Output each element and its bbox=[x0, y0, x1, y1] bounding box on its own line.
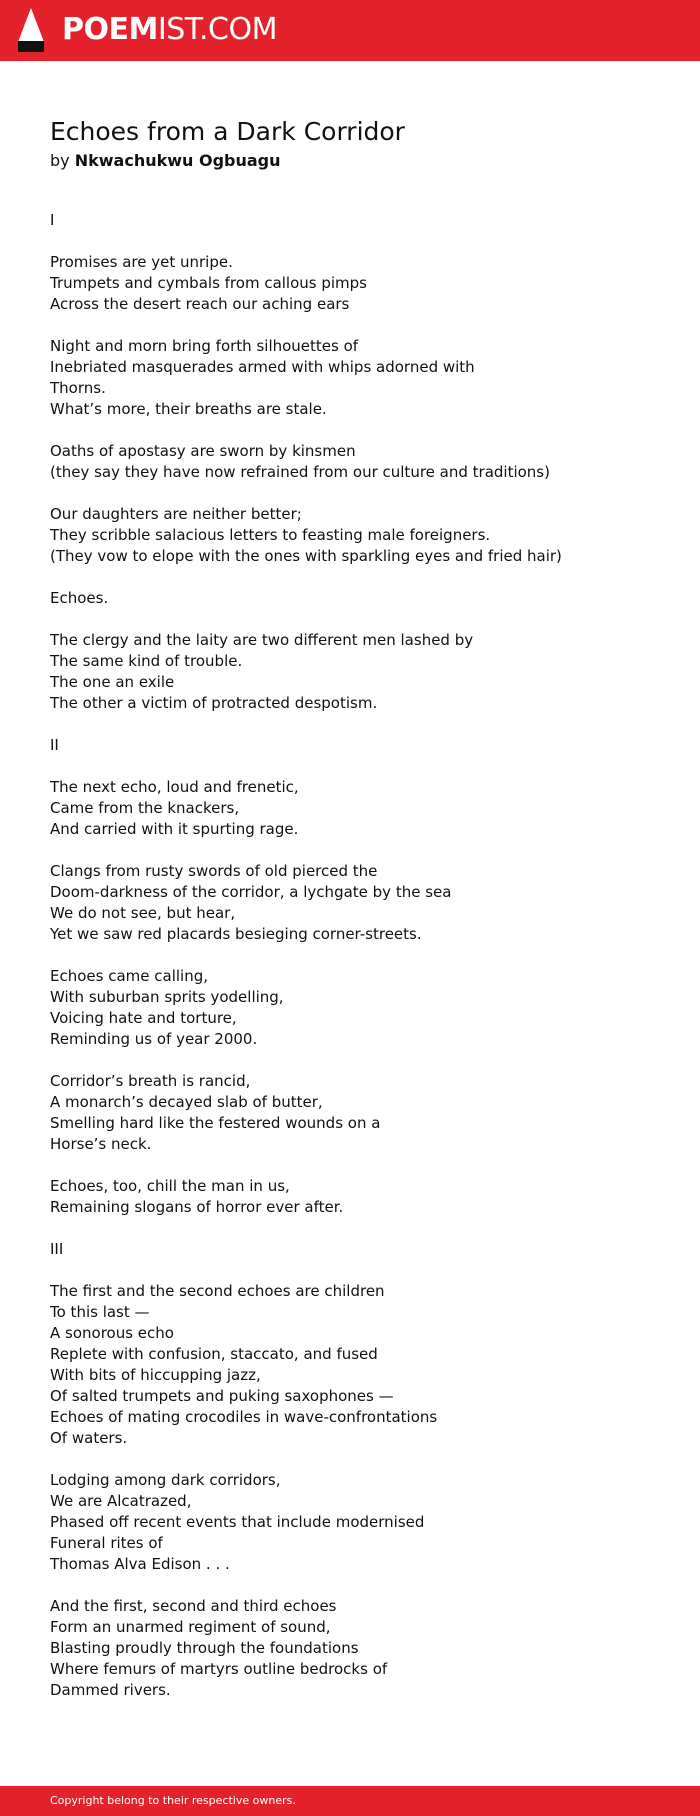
poem-line: Echoes. bbox=[50, 589, 109, 607]
poem-line: Came from the knackers, bbox=[50, 799, 240, 817]
stanza bbox=[50, 1281, 660, 1449]
poem-line: Echoes, too, chill the man in us, bbox=[50, 1177, 290, 1195]
poem-line: III bbox=[50, 1240, 64, 1258]
pencil-logo-icon bbox=[18, 8, 44, 52]
poem-line: Lodging among dark corridors, bbox=[50, 1471, 281, 1489]
stanza bbox=[50, 210, 660, 231]
poem-line: Of waters. bbox=[50, 1429, 128, 1447]
logo-wordmark-bold: POEM bbox=[62, 12, 158, 47]
stanza bbox=[50, 1470, 660, 1575]
logo-wordmark bbox=[62, 12, 277, 47]
by-label: by bbox=[50, 151, 70, 170]
poem-line: Horse’s neck. bbox=[50, 1135, 152, 1153]
stanza bbox=[50, 588, 660, 609]
poem-line: The next echo, loud and frenetic, bbox=[50, 778, 299, 796]
poem-line: Remaining slogans of horror ever after. bbox=[50, 1198, 344, 1216]
poem-line: Trumpets and cymbals from callous pimps bbox=[50, 274, 367, 292]
stanza bbox=[50, 252, 660, 315]
poem-line: They scribble salacious letters to feasting male foreigners. bbox=[50, 526, 491, 544]
byline bbox=[50, 150, 660, 172]
poem-line: (they say they have now refrained from our culture and traditions) bbox=[50, 463, 550, 481]
poem-line: And the first, second and third echoes bbox=[50, 1597, 337, 1615]
poem-line: II bbox=[50, 736, 59, 754]
poem-line: We are Alcatrazed, bbox=[50, 1492, 192, 1510]
stanza bbox=[50, 1176, 660, 1218]
poem-line: Clangs from rusty swords of old pierced the bbox=[50, 862, 378, 880]
poem-line: Yet we saw red placards besieging corner-streets. bbox=[50, 925, 422, 943]
poem-line: Inebriated masquerades armed with whips adorned with bbox=[50, 358, 475, 376]
stanza bbox=[50, 777, 660, 840]
poem-line: Voicing hate and torture, bbox=[50, 1009, 237, 1027]
site-footer bbox=[0, 1786, 700, 1816]
copyright-text: Copyright belong to their respective owners. bbox=[50, 1794, 296, 1807]
poem-line: (They vow to elope with the ones with sparkling eyes and fried hair) bbox=[50, 547, 562, 565]
stanza bbox=[50, 630, 660, 714]
poem-line: Smelling hard like the festered wounds on a bbox=[50, 1114, 381, 1132]
poem-line: Replete with confusion, staccato, and fused bbox=[50, 1345, 378, 1363]
poem-line: Echoes of mating crocodiles in wave-confrontations bbox=[50, 1408, 438, 1426]
stanza bbox=[50, 1239, 660, 1260]
poem-line: And carried with it spurting rage. bbox=[50, 820, 299, 838]
stanza bbox=[50, 735, 660, 756]
poem-line: With suburban sprits yodelling, bbox=[50, 988, 284, 1006]
poem-line: We do not see, but hear, bbox=[50, 904, 236, 922]
poem-line: Thorns. bbox=[50, 379, 106, 397]
stanza bbox=[50, 966, 660, 1050]
stanza bbox=[50, 441, 660, 483]
poem-title: Echoes from a Dark Corridor bbox=[50, 117, 405, 146]
stanza bbox=[50, 336, 660, 420]
poem-line: I bbox=[50, 211, 55, 229]
poem-line: Across the desert reach our aching ears bbox=[50, 295, 350, 313]
stanza bbox=[50, 861, 660, 945]
stanza bbox=[50, 1596, 660, 1701]
poem-line: Oaths of apostasy are sworn by kinsmen bbox=[50, 442, 356, 460]
poem-line: The same kind of trouble. bbox=[50, 652, 243, 670]
poem-line: The other a victim of protracted despotism. bbox=[50, 694, 378, 712]
logo-wordmark-light: IST.COM bbox=[157, 12, 277, 47]
poem-body bbox=[50, 210, 660, 1701]
poem-content bbox=[50, 115, 660, 1722]
poem-line: The clergy and the laity are two different men lashed by bbox=[50, 631, 474, 649]
poem-line: Doom-darkness of the corridor, a lychgate by the sea bbox=[50, 883, 452, 901]
poem-line: What’s more, their breaths are stale. bbox=[50, 400, 327, 418]
poem-line: A sonorous echo bbox=[50, 1324, 174, 1342]
poem-line: To this last — bbox=[50, 1303, 150, 1321]
poem-line: A monarch’s decayed slab of butter, bbox=[50, 1093, 323, 1111]
poem-line: Funeral rites of bbox=[50, 1534, 163, 1552]
poem-line: Promises are yet unripe. bbox=[50, 253, 233, 271]
poem-line: Of salted trumpets and puking saxophones — bbox=[50, 1387, 394, 1405]
poem-line: With bits of hiccupping jazz, bbox=[50, 1366, 261, 1384]
poem-line: Form an unarmed regiment of sound, bbox=[50, 1618, 331, 1636]
site-logo[interactable] bbox=[18, 8, 277, 52]
poem-line: Our daughters are neither better; bbox=[50, 505, 302, 523]
stanza bbox=[50, 504, 660, 567]
poem-line: Blasting proudly through the foundations bbox=[50, 1639, 359, 1657]
poem-line: Thomas Alva Edison . . . bbox=[50, 1555, 230, 1573]
poem-line: Night and morn bring forth silhouettes of bbox=[50, 337, 359, 355]
author-name: Nkwachukwu Ogbuagu bbox=[74, 151, 281, 170]
poem-line: Echoes came calling, bbox=[50, 967, 209, 985]
poem-line: Where femurs of martyrs outline bedrocks of bbox=[50, 1660, 388, 1678]
site-header bbox=[0, 0, 700, 61]
poem-line: The first and the second echoes are children bbox=[50, 1282, 385, 1300]
poem-line: Corridor’s breath is rancid, bbox=[50, 1072, 251, 1090]
poem-line: Reminding us of year 2000. bbox=[50, 1030, 258, 1048]
stanza bbox=[50, 1071, 660, 1155]
poem-line: Phased off recent events that include modernised bbox=[50, 1513, 425, 1531]
poem-line: Dammed rivers. bbox=[50, 1681, 171, 1699]
poem-line: The one an exile bbox=[50, 673, 175, 691]
